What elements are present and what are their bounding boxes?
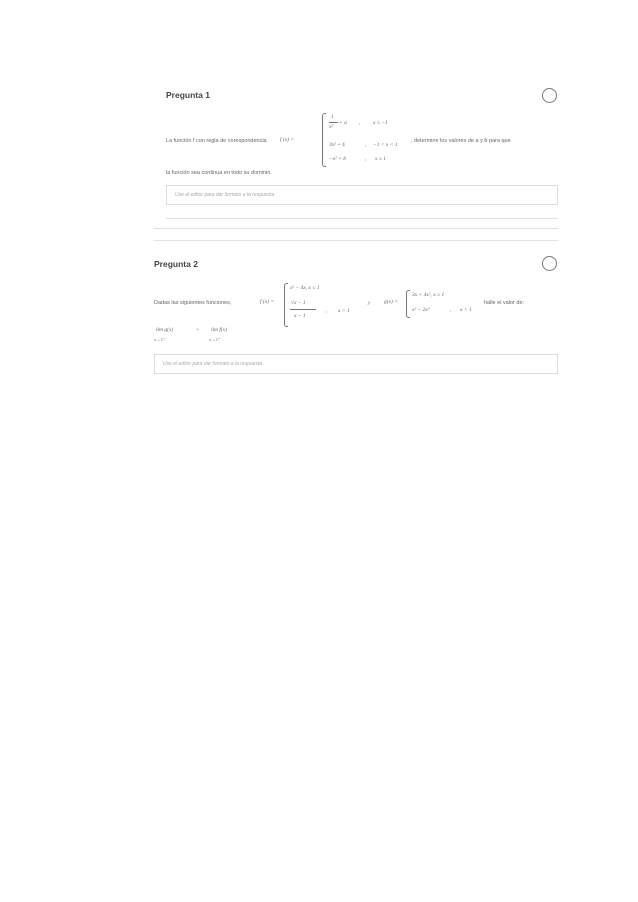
question-1-text-line2: la función sea continua en todo su dominio. [166,170,272,176]
question-1-piece1-rest: + a [339,120,347,126]
question-1-piece3-comma: , [365,156,367,162]
question-1-piece2-expr: 3x² + 4 [329,142,345,148]
question-2-plus: + [196,327,200,333]
question-2-answer-placeholder: Use el editor para dar formato a la respuesta [163,361,263,367]
question-1-piece1-comma: , [359,120,361,126]
question-1-piecewise-brace [322,113,326,167]
question-2-f-piece2-frac-bar [290,309,316,310]
question-2-answer-input[interactable] [154,354,558,374]
question-2-g-piece2: x² − 2x³ [412,307,430,313]
question-2-f-piece2-cond: x > 1 [338,308,350,314]
question-1-piece2-comma: , [365,142,367,148]
question-1-piece1-frac-num: 1 [331,114,334,120]
question-2-gx-label: g(x) = [384,299,398,305]
question-2-lim1-top: lim g(x) [156,327,174,333]
question-2-text-after: halle el valor de: [484,300,525,306]
question-2-f-piece2-comma: , [326,308,328,314]
question-1-status-icon[interactable] [542,88,557,103]
question-2-lim2-bottom: x→1⁺ [209,337,221,342]
question-1-piece3-cond: x ≥ 1 [375,156,386,162]
question-2-f-piece2-den: x − 1 [294,313,306,319]
question-1-piece3-expr: −x² + b [329,156,347,162]
question-1-piece2-cond: −1 < x < 1 [373,142,398,148]
question-2-f-piece2-num: √x − 1 [291,300,306,306]
question-1-piece1-cond: x ≤ −1 [373,120,388,126]
divider [154,228,558,229]
question-1-text-before: La función f con regla de corespondencia [166,138,267,144]
question-2-g-piece2-comma: , [450,307,452,313]
question-1-text-after: , determine los valores de a y b para que [411,138,511,144]
divider [166,218,558,219]
question-1-title: Pregunta 1 [166,90,210,100]
question-2-lim1-bottom: x→1⁺ [154,337,166,342]
question-2-text-before: Dadas las siguientes funciones, [154,300,232,306]
question-2-lim2-top: lim f(x) [211,327,228,333]
question-1-answer-placeholder: Use el editor para dar formato a la respuesta [175,192,275,198]
question-2-f-brace [284,283,288,327]
question-1-answer-input[interactable] [166,185,558,205]
question-2-g-piece1: 3x + 4x², x ≥ 1 [412,292,445,298]
question-2-g-piece2-cond: x < 1 [460,307,472,313]
question-1-fx-label: f (x) = [280,137,295,143]
question-2-and-word: y [368,300,371,306]
question-2-status-icon[interactable] [542,256,557,271]
question-2-f-piece1: x² − 4x, x ≤ 1 [290,285,320,291]
question-2-fx-label: f (x) = [260,299,275,305]
question-1-piece1-frac-bar [329,122,338,123]
question-1-piece1-frac-den: x² [329,124,334,130]
divider [154,240,558,241]
question-2-g-brace [406,290,410,318]
question-2-title: Pregunta 2 [154,259,198,269]
